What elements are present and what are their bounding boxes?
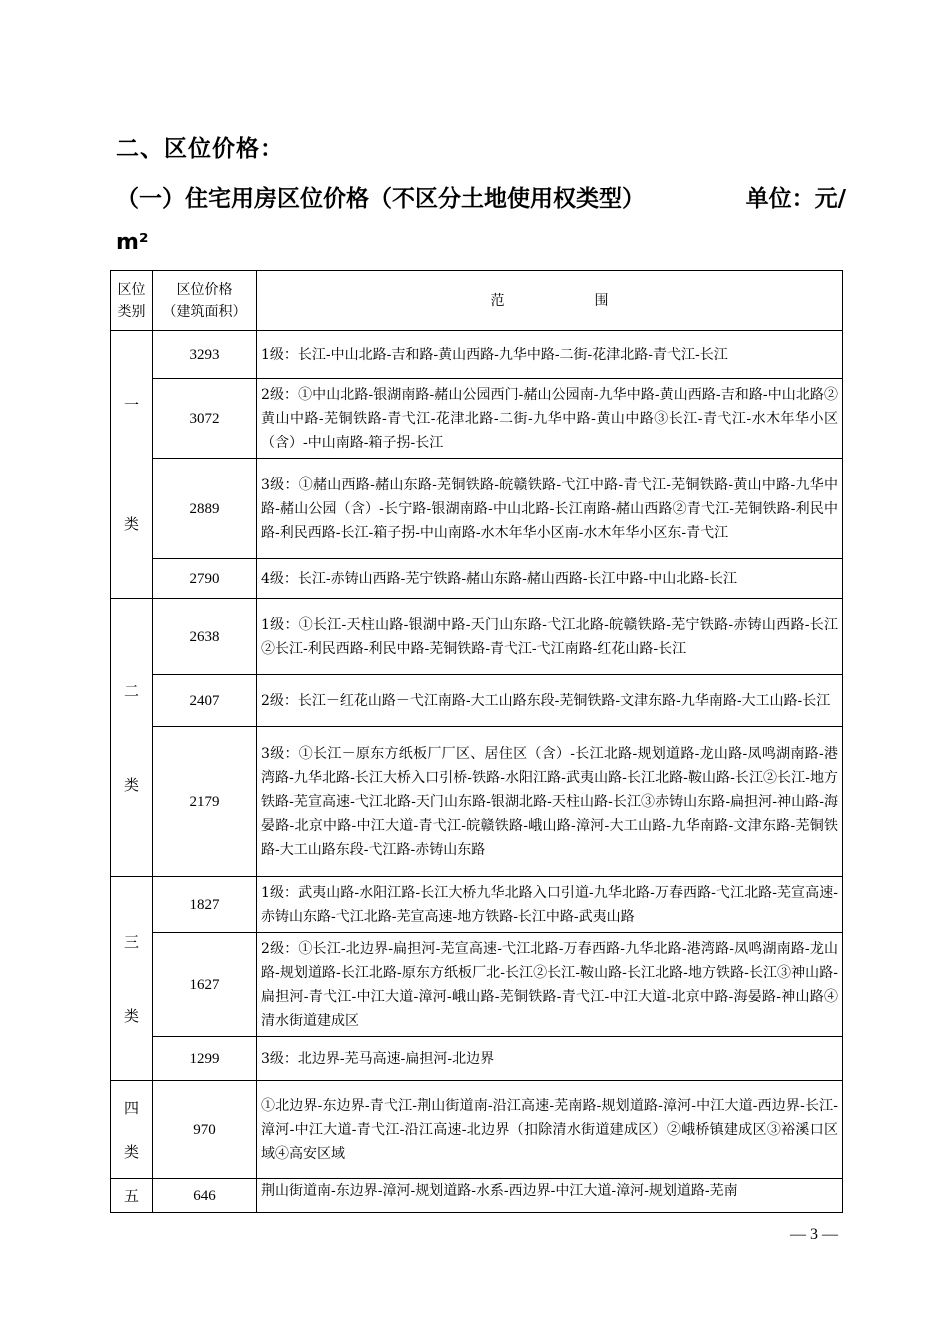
range-cell: 4级：长江-赤铸山西路-芜宁铁路-赭山东路-赭山西路-长江中路-中山北路-长江 [257, 559, 843, 599]
category-5 [111, 1179, 153, 1213]
category-5-num: 五 [123, 1186, 139, 1205]
category-2-num: 二 [123, 681, 139, 700]
page-number: — 3 — [790, 1226, 838, 1243]
category-1 [111, 331, 153, 599]
category-3 [111, 877, 153, 1081]
table-row [111, 1037, 843, 1081]
category-3-suffix: 类 [123, 1006, 139, 1025]
header-range-char2: 围 [594, 292, 609, 309]
table-row [111, 727, 843, 877]
category-1-num: 一 [123, 396, 139, 414]
range-cell: 2级：长江－红花山路－弋江南路-大工山路东段-芜铜铁路-文津东路-九华南路-大工山路-长江 [257, 675, 843, 727]
unit-label: 单位：元/ [745, 186, 846, 212]
range-cell: 1级：长江-中山北路-吉和路-黄山西路-九华中路-二街-花津北路-青弋江-长江 [257, 331, 843, 379]
price-cell: 970 [153, 1081, 257, 1179]
table-row [111, 559, 843, 599]
price-cell: 2790 [153, 559, 257, 599]
range-cell: ①北边界-东边界-青弋江-荆山街道南-沿江高速-芜南路-规划道路-漳河-中江大道-西边界-长江-漳河-中江大道-青弋江-沿江高速-北边界（扣除清水街道建成区）②峨桥镇建成区③裕溪口区域④高安区域 [257, 1081, 843, 1179]
subsection-title-line [116, 180, 846, 213]
table-row [111, 599, 843, 675]
price-cell: 3293 [153, 331, 257, 379]
price-cell: 1299 [153, 1037, 257, 1081]
subsection-title: （一）住宅用房区位价格（不区分土地使用权类型） [116, 186, 645, 212]
category-4-num: 四 [123, 1098, 139, 1117]
header-category-line1: 区位 [117, 281, 146, 298]
header-price [153, 271, 257, 331]
header-range [257, 271, 843, 331]
unit-suffix: m² [116, 230, 149, 255]
table-row [111, 379, 843, 459]
price-table [110, 270, 843, 1213]
header-price-line1: 区位价格 [176, 281, 233, 298]
table-row [111, 331, 843, 379]
price-cell: 1827 [153, 877, 257, 933]
price-cell: 2179 [153, 727, 257, 877]
range-cell: 1级：①长江-天柱山路-银湖中路-天门山东路-弋江北路-皖赣铁路-芜宁铁路-赤铸山西路-长江②长江-利民西路-利民中路-芜铜铁路-青弋江-弋江南路-红花山路-长江 [257, 599, 843, 675]
header-category [111, 271, 153, 331]
table-row [111, 877, 843, 933]
table-row [111, 1081, 843, 1179]
range-cell: 3级：①赭山西路-赭山东路-芜铜铁路-皖赣铁路-弋江中路-青弋江-芜铜铁路-黄山中路-九华中路-赭山公园（含）-长宁路-银湖南路-中山北路-长江南路-赭山西路②青弋江-芜铜铁路-利民中路-利民西路-长江-箱子拐-中山南路-水木年华小区南-水木年华小区东-青弋江 [257, 459, 843, 559]
header-price-line2: （建筑面积） [162, 303, 247, 320]
header-range-char1: 范 [490, 292, 505, 309]
range-cell: 3级：北边界-芜马高速-扁担河-北边界 [257, 1037, 843, 1081]
header-category-line2: 类别 [117, 303, 146, 320]
range-cell: 3级：①长江－原东方纸板厂厂区、居住区（含）-长江北路-规划道路-龙山路-凤鸣湖南路-港湾路-九华北路-长江大桥入口引桥-铁路-水阳江路-武夷山路-长江北路-鞍山路-长江②长江-地方铁路-芜宣高速-弋江北路-天门山东路-银湖北路-天柱山路-长江③赤铸山东路-扁担河-神山路-海晏路-北京中路-中江大道-青弋江-皖赣铁路-峨山路-漳河-大工山路-九华南路-文津东路-芜铜铁路-大工山路东段-弋江路-赤铸山东路 [257, 727, 843, 877]
price-cell: 1627 [153, 933, 257, 1037]
range-cell: 1级：武夷山路-水阳江路-长江大桥九华北路入口引道-九华北路-万春西路-弋江北路-芜宣高速-赤铸山东路-弋江北路-芜宣高速-地方铁路-长江中路-武夷山路 [257, 877, 843, 933]
table-header-row [111, 271, 843, 331]
category-3-num: 三 [123, 932, 139, 951]
table-row [111, 675, 843, 727]
table-row [111, 459, 843, 559]
price-cell: 3072 [153, 379, 257, 459]
range-cell: 2级：①中山北路-银湖南路-赭山公园西门-赭山公园南-九华中路-黄山西路-吉和路-中山北路②黄山中路-芜铜铁路-青弋江-花津北路-二街-九华中路-黄山中路③长江-青弋江-水木年华小区（含）-中山南路-箱子拐-长江 [257, 379, 843, 459]
price-cell: 646 [153, 1179, 257, 1213]
section-title: 二、区位价格： [116, 136, 284, 162]
price-cell: 2407 [153, 675, 257, 727]
table-row [111, 933, 843, 1037]
category-4-suffix: 类 [123, 1142, 139, 1161]
category-2 [111, 599, 153, 877]
table-row [111, 1179, 843, 1213]
price-cell: 2638 [153, 599, 257, 675]
range-cell: 2级：①长江-北边界-扁担河-芜宣高速-弋江北路-万春西路-九华北路-港湾路-凤鸣湖南路-龙山路-规划道路-长江北路-原东方纸板厂北-长江②长江-鞍山路-长江北路-地方铁路-长江③神山路-扁担河-青弋江-中江大道-漳河-峨山路-芜铜铁路-青弋江-中江大道-北京中路-海晏路-神山路④清水街道建成区 [257, 933, 843, 1037]
category-2-suffix: 类 [123, 775, 139, 794]
category-1-suffix: 类 [123, 515, 139, 533]
price-cell: 2889 [153, 459, 257, 559]
range-cell: 荆山街道南-东边界-漳河-规划道路-水系-西边界-中江大道-漳河-规划道路-芜南 [257, 1179, 843, 1213]
category-4 [111, 1081, 153, 1179]
